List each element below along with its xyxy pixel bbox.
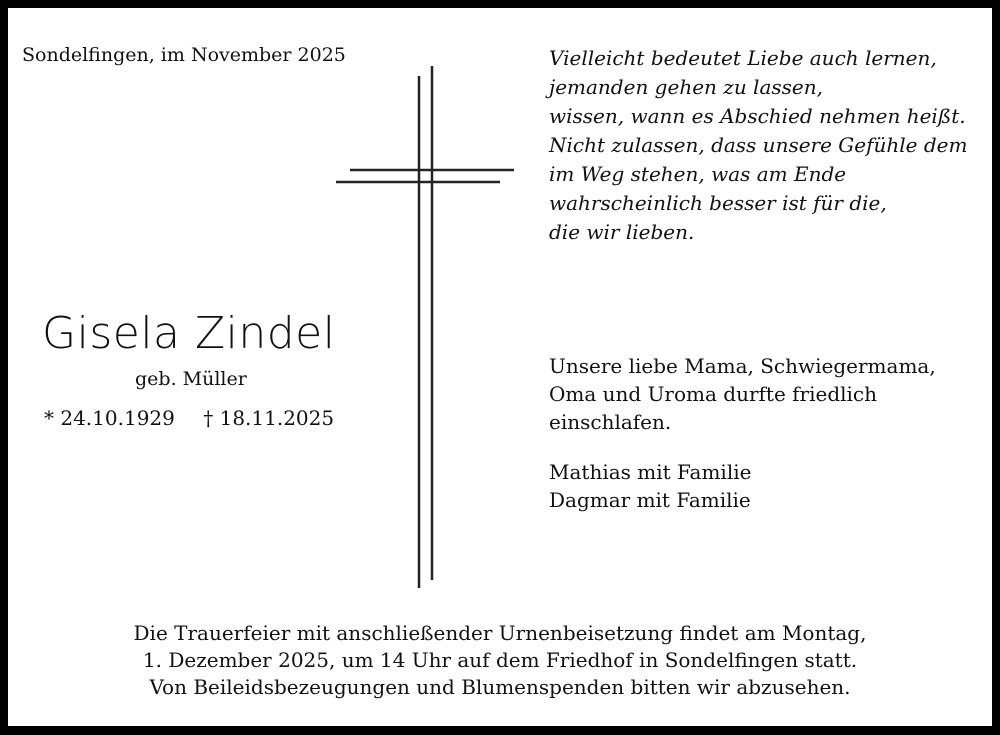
ceremony-line: Von Beileidsbezeugungen und Blumenspenden bitten wir abzusehen. bbox=[149, 675, 851, 699]
double-line-cross-icon bbox=[328, 58, 528, 588]
birth-date: * 24.10.1929 bbox=[44, 406, 175, 430]
ceremony-line: Die Trauerfeier mit anschließender Urnenbeisetzung findet am Montag, bbox=[133, 621, 867, 645]
poem bbox=[549, 44, 967, 247]
ceremony-line: 1. Dezember 2025, um 14 Uhr auf dem Friedhof in Sondelfingen statt. bbox=[142, 648, 858, 672]
poem-line: im Weg stehen, was am Ende bbox=[549, 162, 847, 186]
family-announcement bbox=[549, 352, 936, 436]
signer: Mathias mit Familie bbox=[549, 460, 752, 484]
death-date: † 18.11.2025 bbox=[203, 406, 335, 430]
signer: Dagmar mit Familie bbox=[549, 488, 751, 512]
poem-line: wissen, wann es Abschied nehmen heißt. bbox=[549, 104, 966, 128]
poem-line: Vielleicht bedeutet Liebe auch lernen, bbox=[549, 46, 937, 70]
poem-line: Nicht zulassen, dass unsere Gefühle dem bbox=[549, 133, 968, 157]
poem-line: die wir lieben. bbox=[549, 220, 695, 244]
poem-line: wahrscheinlich besser ist für die, bbox=[549, 191, 887, 215]
announcement-line: Unsere liebe Mama, Schwiegermama, bbox=[549, 354, 936, 378]
announcement-line: einschlafen. bbox=[549, 410, 672, 434]
announcement-line: Oma und Uroma durfte friedlich bbox=[549, 382, 878, 406]
obituary-notice bbox=[8, 8, 992, 726]
signers bbox=[549, 458, 751, 514]
maiden-name: geb. Müller bbox=[135, 368, 247, 390]
life-dates bbox=[44, 406, 334, 430]
place-and-date: Sondelfingen, im November 2025 bbox=[22, 44, 346, 66]
deceased-name: Gisela Zindel bbox=[42, 308, 336, 359]
poem-line: jemanden gehen zu lassen, bbox=[549, 75, 823, 99]
ceremony-info bbox=[8, 620, 992, 701]
